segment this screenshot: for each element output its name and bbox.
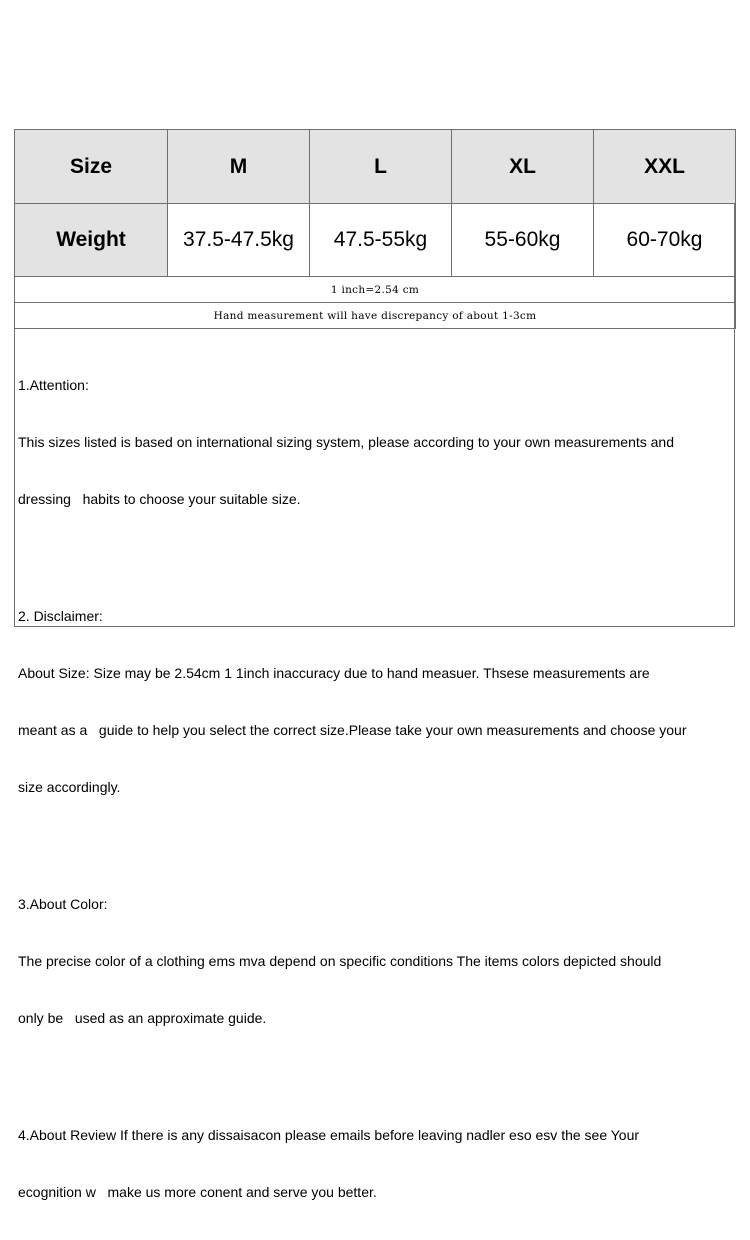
attention-line: This sizes listed is based on international sizing system, please according to your own measurements and — [18, 434, 674, 450]
weight-xxl: 60-70kg — [594, 204, 736, 277]
attention-paragraph — [18, 338, 730, 547]
disclaimer-line: meant as a guide to help you select the correct size.Please take your own measurements and choose your — [18, 722, 687, 738]
color-heading: 3.About Color: — [18, 896, 108, 912]
size-header-xxl: XXL — [594, 130, 736, 204]
inch-conversion-note: 1 inch=2.54 cm — [15, 277, 736, 303]
size-header-m: M — [168, 130, 310, 204]
attention-heading: 1.Attention: — [18, 377, 89, 393]
color-paragraph — [18, 857, 730, 1066]
weight-l: 47.5-55kg — [310, 204, 452, 277]
hand-note-row — [15, 303, 736, 329]
size-table — [14, 129, 736, 329]
weight-xl: 55-60kg — [452, 204, 594, 277]
review-paragraph — [18, 1088, 730, 1240]
size-header-xl: XL — [452, 130, 594, 204]
weight-m: 37.5-47.5kg — [168, 204, 310, 277]
review-line: ecognition w make us more conent and serve you better. — [18, 1184, 377, 1200]
size-header-l: L — [310, 130, 452, 204]
notes-section — [18, 338, 730, 1240]
size-chart-sheet — [14, 129, 735, 1200]
disclaimer-line: size accordingly. — [18, 779, 121, 795]
attention-line: dressing habits to choose your suitable size. — [18, 491, 301, 507]
disclaimer-heading: 2. Disclaimer: — [18, 608, 103, 624]
inch-note-row — [15, 277, 736, 303]
weight-label: Weight — [15, 204, 168, 277]
disclaimer-paragraph — [18, 569, 730, 835]
hand-measurement-note: Hand measurement will have discrepancy of about 1-3cm — [15, 303, 736, 329]
size-header-label: Size — [15, 130, 168, 204]
size-header-row — [15, 130, 736, 204]
weight-row — [15, 204, 736, 277]
disclaimer-line: About Size: Size may be 2.54cm 1 1inch inaccuracy due to hand measuer. Thsese measurements are — [18, 665, 650, 681]
review-line: 4.About Review If there is any dissaisacon please emails before leaving nadler eso esv the see Your — [18, 1127, 640, 1143]
color-line: only be used as an approximate guide. — [18, 1010, 267, 1026]
color-line: The precise color of a clothing ems mva depend on specific conditions The items colors depicted should — [18, 953, 662, 969]
